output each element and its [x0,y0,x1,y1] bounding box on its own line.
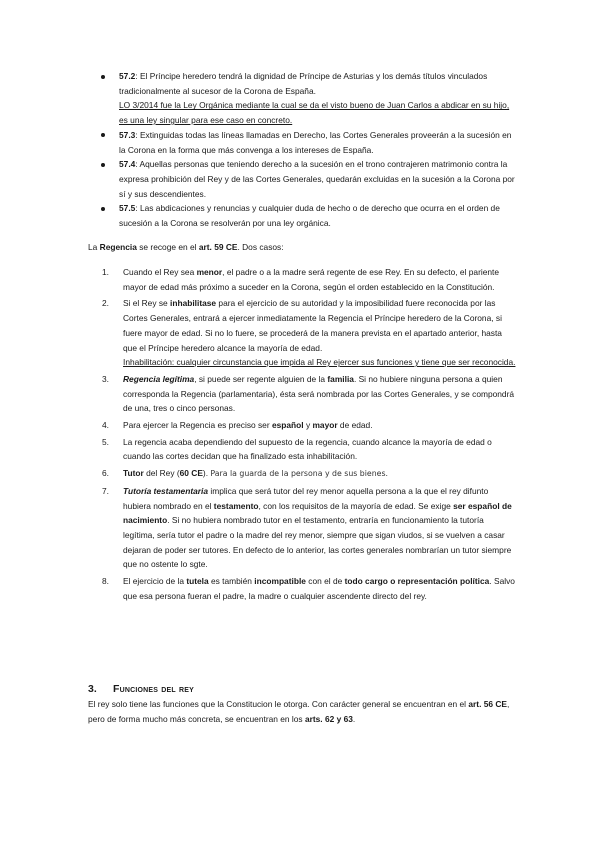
intro-bold-term: Regencia [99,242,137,252]
item-bold: familia [327,373,354,384]
item-text: . Si no hubiere ninguna persona a quien corresponda la Regencia (parlamentaria), ésta será nombrada por las Cortes Generales, y se compondrá de una, tres o cinco personas. [123,373,515,414]
intro-text: . Dos casos: [237,242,284,252]
bullet-text: : Aquellas personas que teniendo derecho a la sucesión en el trono contrajeren matrimonio contra la expresa prohibición del Rey y de las Cortes Generales, quedarán excluidas en la sucesión a la Corona por sí y sus descendientes. [119,159,515,199]
item-number: 3. [102,373,109,384]
item-bold-italic: Regencia legítima [123,373,195,384]
intro-text: La [88,242,100,252]
numbered-item-4 [102,418,517,433]
article-ref: 57.3 [119,129,136,140]
article-ref: 57.4 [119,159,136,170]
paragraph-text: . [352,713,356,724]
item-text: ). [202,468,211,479]
item-number: 4. [102,420,109,431]
item-text: de edad. [337,420,373,431]
item-bold: mayor [312,420,338,431]
item-note: Inhabilitación: cualquier circunstancia que impida al Rey ejercer sus funciones y tiene que ser reconocida. [123,357,516,368]
numbered-item-2 [102,296,517,370]
item-alt-font-text: Para la guarda de la persona y de sus bienes. [210,469,388,479]
item-text: implica que será tutor del rey menor aquella persona a la que el rey difunto hubiera nombrado en el [123,485,489,511]
funciones-paragraph [88,697,518,726]
item-bold: todo cargo o representación política [344,576,490,587]
item-text: con el de [305,576,345,587]
item-text: es también [208,576,255,587]
section-title: Funciones del rey [113,683,194,695]
item-bold: tutela [186,576,209,587]
bullet-57-5 [98,201,518,230]
bullet-text: : El Príncipe heredero tendrá la dignidad de Príncipe de Asturias y los demás títulos vinculados tradicionalmente al sucesor de la Corona de España. [119,71,488,96]
bullet-text: : Las abdicaciones y renuncias y cualquier duda de hecho o de derecho que ocurra en el orden de sucesión a la Corona se resolverán por una ley orgánica. [119,203,500,229]
paragraph-text: El rey solo tiene las funciones que la Constitucion le otorga. Con carácter general se encuentran en el [88,699,469,709]
bullet-57-4 [98,157,518,201]
item-text: Cuando el Rey sea [123,267,197,277]
section-heading [88,682,518,696]
paragraph-text: , pero de forma mucho más concreta, se encuentran en los [88,699,510,724]
item-bold-italic: Tutoría testamentaria [123,485,209,496]
item-text: , si puede ser regente alguien de la [194,373,328,384]
numbered-item-3 [102,372,517,416]
item-text: Si el Rey se [123,298,171,309]
numbered-item-7 [102,484,517,572]
numbered-item-5 [102,435,517,464]
intro-text: se recoge en el [136,242,199,252]
item-bold: ser español de nacimiento [123,500,512,526]
numbered-item-1 [102,265,517,294]
item-bold: inhabilitase [170,298,217,309]
section-number: 3. [88,683,97,695]
article-ref: 57.2 [119,71,136,81]
item-bold: Tutor [123,468,144,479]
paragraph-bold: art. 56 CE [468,699,507,709]
item-number: 1. [102,267,109,277]
item-text: El ejercicio de la [123,576,187,587]
numbered-item-8 [102,574,517,603]
item-bold: 60 CE [179,468,203,479]
item-text: del Rey ( [143,468,180,479]
item-number: 2. [102,298,109,309]
article-ref: 57.5 [119,203,136,214]
item-text: . Salvo que esa persona fueran el padre, la madre o cualquier ascendente directo del rey. [123,576,515,601]
regencia-numbered-list [102,265,517,605]
item-text: para el ejercicio de su autoridad y la imposibilidad fuere reconocida por las Cortes Generales, entrará a ejercer inmediatamente la Regencia el Príncipe heredero de la Corona, si fuere mayor de edad. Si no lo fuere, se procederá de la manera prevista en el apartado anterior, hasta que el Príncipe heredero alcance la mayoría de edad. [123,298,502,353]
item-number: 6. [102,468,109,479]
bullet-57-3 [98,128,518,157]
item-text: . Si no hubiera nombrado tutor en el testamento, entraría en funcionamiento la tutoría legítima, sería tutor el padre o la madre del rey menor, siempre que sigan viudos, si se vuelven a casar dejaran de poder ser tutores. En defecto de lo anterior, las cortes generales nombrarían un tutor siempre que no ostente lo sgte. [123,515,512,570]
item-bold: menor [196,267,223,277]
item-text: Para ejercer la Regencia es preciso ser [123,420,272,431]
item-bold: testamento [213,500,259,511]
paragraph-bold: arts. 62 y 63 [304,713,353,724]
item-text: La regencia acaba dependiendo del supuesto de la regencia, cuando alcance la mayoría de edad o cuando las cortes decidan que ha finalizado esta inhabilitación. [123,436,492,462]
item-number: 8. [102,576,109,587]
regencia-intro-paragraph [88,240,518,255]
intro-article-ref: art. 59 CE [198,242,238,252]
item-text: , el padre o a la madre será regente de ese Rey. En su defecto, el pariente mayor de edad más próximo a suceder en la Corona, según el orden establecido en la Constitución. [123,267,500,292]
item-text: , con los requisitos de la mayoría de edad. Se exige [258,500,454,511]
item-number: 7. [102,485,109,496]
item-bold: español [271,420,304,431]
item-text: y [303,420,313,431]
bullet-57-2 [98,69,518,128]
bullet-note: LO 3/2014 fue la Ley Orgánica mediante la cual se da el visto bueno de Juan Carlos a abdicar en su hijo, es una ley singular para ese caso en concreto. [119,100,510,126]
item-number: 5. [102,436,109,447]
article-57-bullet-list [98,69,518,231]
item-bold: incompatible [254,576,306,587]
bullet-text: : Extinguidas todas las líneas llamadas en Derecho, las Cortes Generales proveerán a la sucesión en la Corona en la forma que más convenga a los intereses de España. [119,129,512,155]
numbered-item-6 [102,466,517,482]
